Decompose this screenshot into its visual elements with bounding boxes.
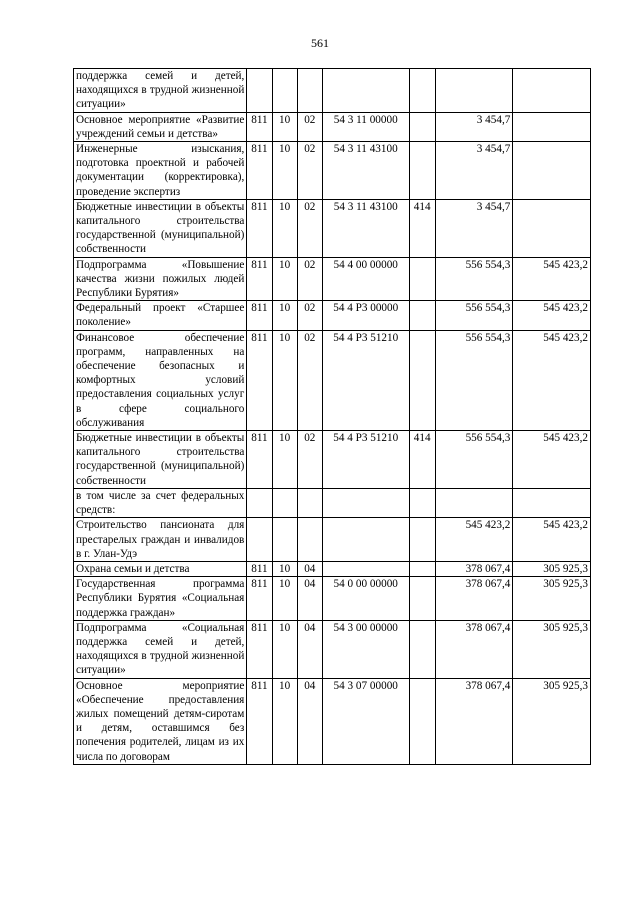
cell-subsection-code: 02: [297, 431, 322, 489]
cell-subsection-code: 02: [297, 142, 322, 200]
cell-amount-2: 545 423,2: [513, 301, 591, 330]
cell-target-article: [322, 488, 409, 517]
cell-amount-2: [513, 142, 591, 200]
cell-name: Бюджетные инвестиции в объекты капитального строительства государственной (муниципальной) собственности: [74, 431, 247, 489]
cell-section-code: [272, 488, 297, 517]
cell-expense-type: [409, 69, 435, 113]
cell-name: Строительство пансионата для престарелых граждан и инвалидов в г. Улан-Удэ: [74, 518, 247, 562]
cell-grbs-code: [247, 518, 272, 562]
cell-amount-1: [435, 488, 513, 517]
cell-target-article: 54 4 00 00000: [322, 257, 409, 301]
cell-grbs-code: 811: [247, 620, 272, 678]
cell-grbs-code: 811: [247, 678, 272, 764]
cell-amount-2: 545 423,2: [513, 518, 591, 562]
cell-target-article: 54 3 11 43100: [322, 142, 409, 200]
table-row: [74, 488, 591, 517]
cell-section-code: [272, 518, 297, 562]
table-row: [74, 518, 591, 562]
cell-amount-1: 3 454,7: [435, 142, 513, 200]
cell-grbs-code: 811: [247, 257, 272, 301]
cell-amount-2: 545 423,2: [513, 330, 591, 430]
cell-expense-type: [409, 301, 435, 330]
cell-subsection-code: [297, 69, 322, 113]
cell-subsection-code: 02: [297, 199, 322, 257]
cell-grbs-code: 811: [247, 561, 272, 576]
cell-expense-type: [409, 112, 435, 141]
table-row: [74, 257, 591, 301]
cell-expense-type: 414: [409, 199, 435, 257]
cell-name: в том числе за счет федеральных средств:: [74, 488, 247, 517]
cell-amount-1: 556 554,3: [435, 301, 513, 330]
table-row: [74, 330, 591, 430]
cell-section-code: 10: [272, 330, 297, 430]
cell-subsection-code: 04: [297, 620, 322, 678]
cell-name: Подпрограмма «Социальная поддержка семей и детей, находящихся в трудной жизненной ситуации»: [74, 620, 247, 678]
cell-subsection-code: 04: [297, 561, 322, 576]
cell-section-code: 10: [272, 301, 297, 330]
cell-section-code: 10: [272, 257, 297, 301]
cell-expense-type: [409, 518, 435, 562]
cell-target-article: 54 0 00 00000: [322, 577, 409, 621]
page-number: 561: [311, 36, 329, 50]
cell-target-article: 54 3 00 00000: [322, 620, 409, 678]
table-row: [74, 199, 591, 257]
cell-subsection-code: 02: [297, 301, 322, 330]
cell-expense-type: 414: [409, 431, 435, 489]
budget-table: [73, 68, 591, 765]
cell-subsection-code: 04: [297, 678, 322, 764]
cell-expense-type: [409, 678, 435, 764]
cell-amount-1: 378 067,4: [435, 620, 513, 678]
cell-grbs-code: 811: [247, 142, 272, 200]
cell-grbs-code: 811: [247, 301, 272, 330]
cell-subsection-code: [297, 488, 322, 517]
cell-target-article: 54 3 07 00000: [322, 678, 409, 764]
cell-subsection-code: 02: [297, 112, 322, 141]
cell-expense-type: [409, 620, 435, 678]
table-row: [74, 577, 591, 621]
cell-expense-type: [409, 142, 435, 200]
cell-amount-2: 305 925,3: [513, 561, 591, 576]
cell-amount-1: 378 067,4: [435, 678, 513, 764]
cell-amount-2: [513, 112, 591, 141]
cell-amount-2: [513, 199, 591, 257]
cell-target-article: 54 4 P3 51210: [322, 330, 409, 430]
cell-section-code: 10: [272, 577, 297, 621]
cell-name: Бюджетные инвестиции в объекты капитального строительства государственной (муниципальной) собственности: [74, 199, 247, 257]
cell-amount-1: 545 423,2: [435, 518, 513, 562]
cell-section-code: 10: [272, 142, 297, 200]
cell-amount-1: 3 454,7: [435, 112, 513, 141]
cell-section-code: 10: [272, 431, 297, 489]
cell-section-code: 10: [272, 199, 297, 257]
cell-name: Охрана семьи и детства: [74, 561, 247, 576]
cell-section-code: 10: [272, 561, 297, 576]
cell-name: Основное мероприятие «Обеспечение предоставления жилых помещений детям-сиротам и детям, оставшимся без попечения родителей, лицам из их числа по договорам: [74, 678, 247, 764]
cell-target-article: 54 3 11 00000: [322, 112, 409, 141]
cell-name: Основное мероприятие «Развитие учреждений семьи и детства»: [74, 112, 247, 141]
cell-expense-type: [409, 330, 435, 430]
cell-amount-1: 378 067,4: [435, 577, 513, 621]
table-row: [74, 620, 591, 678]
cell-amount-2: [513, 69, 591, 113]
table-row: [74, 561, 591, 576]
cell-amount-1: 556 554,3: [435, 330, 513, 430]
cell-expense-type: [409, 577, 435, 621]
cell-expense-type: [409, 561, 435, 576]
cell-target-article: 54 4 P3 00000: [322, 301, 409, 330]
cell-grbs-code: [247, 69, 272, 113]
cell-target-article: [322, 69, 409, 113]
cell-name: Государственная программа Республики Бурятия «Социальная поддержка граждан»: [74, 577, 247, 621]
cell-grbs-code: [247, 488, 272, 517]
table-row: [74, 112, 591, 141]
table-row: [74, 69, 591, 113]
cell-name: Инженерные изыскания, подготовка проектной и рабочей документации (корректировка), проведение экспертиз: [74, 142, 247, 200]
cell-name: Федеральный проект «Старшее поколение»: [74, 301, 247, 330]
cell-subsection-code: 02: [297, 330, 322, 430]
cell-target-article: 54 4 P3 51210: [322, 431, 409, 489]
cell-grbs-code: 811: [247, 330, 272, 430]
table-row: [74, 301, 591, 330]
cell-amount-2: 545 423,2: [513, 257, 591, 301]
cell-grbs-code: 811: [247, 577, 272, 621]
cell-expense-type: [409, 488, 435, 517]
cell-section-code: 10: [272, 678, 297, 764]
cell-name: Финансовое обеспечение программ, направленных на обеспечение безопасных и комфортных условий предоставления социальных услуг в сфере социального обслуживания: [74, 330, 247, 430]
cell-amount-1: 378 067,4: [435, 561, 513, 576]
cell-amount-1: [435, 69, 513, 113]
cell-grbs-code: 811: [247, 431, 272, 489]
cell-grbs-code: 811: [247, 112, 272, 141]
cell-amount-2: 545 423,2: [513, 431, 591, 489]
cell-target-article: 54 3 11 43100: [322, 199, 409, 257]
table-row: [74, 431, 591, 489]
cell-amount-1: 556 554,3: [435, 431, 513, 489]
cell-subsection-code: 04: [297, 577, 322, 621]
cell-target-article: [322, 518, 409, 562]
cell-amount-2: [513, 488, 591, 517]
cell-name: поддержка семей и детей, находящихся в трудной жизненной ситуации»: [74, 69, 247, 113]
cell-expense-type: [409, 257, 435, 301]
cell-subsection-code: [297, 518, 322, 562]
cell-section-code: 10: [272, 112, 297, 141]
cell-grbs-code: 811: [247, 199, 272, 257]
cell-section-code: 10: [272, 620, 297, 678]
cell-name: Подпрограмма «Повышение качества жизни пожилых людей Республики Бурятия»: [74, 257, 247, 301]
budget-table-body: [74, 69, 591, 765]
cell-section-code: [272, 69, 297, 113]
cell-amount-1: 3 454,7: [435, 199, 513, 257]
cell-target-article: [322, 561, 409, 576]
cell-subsection-code: 02: [297, 257, 322, 301]
table-row: [74, 142, 591, 200]
cell-amount-1: 556 554,3: [435, 257, 513, 301]
cell-amount-2: 305 925,3: [513, 678, 591, 764]
cell-amount-2: 305 925,3: [513, 577, 591, 621]
cell-amount-2: 305 925,3: [513, 620, 591, 678]
table-row: [74, 678, 591, 764]
